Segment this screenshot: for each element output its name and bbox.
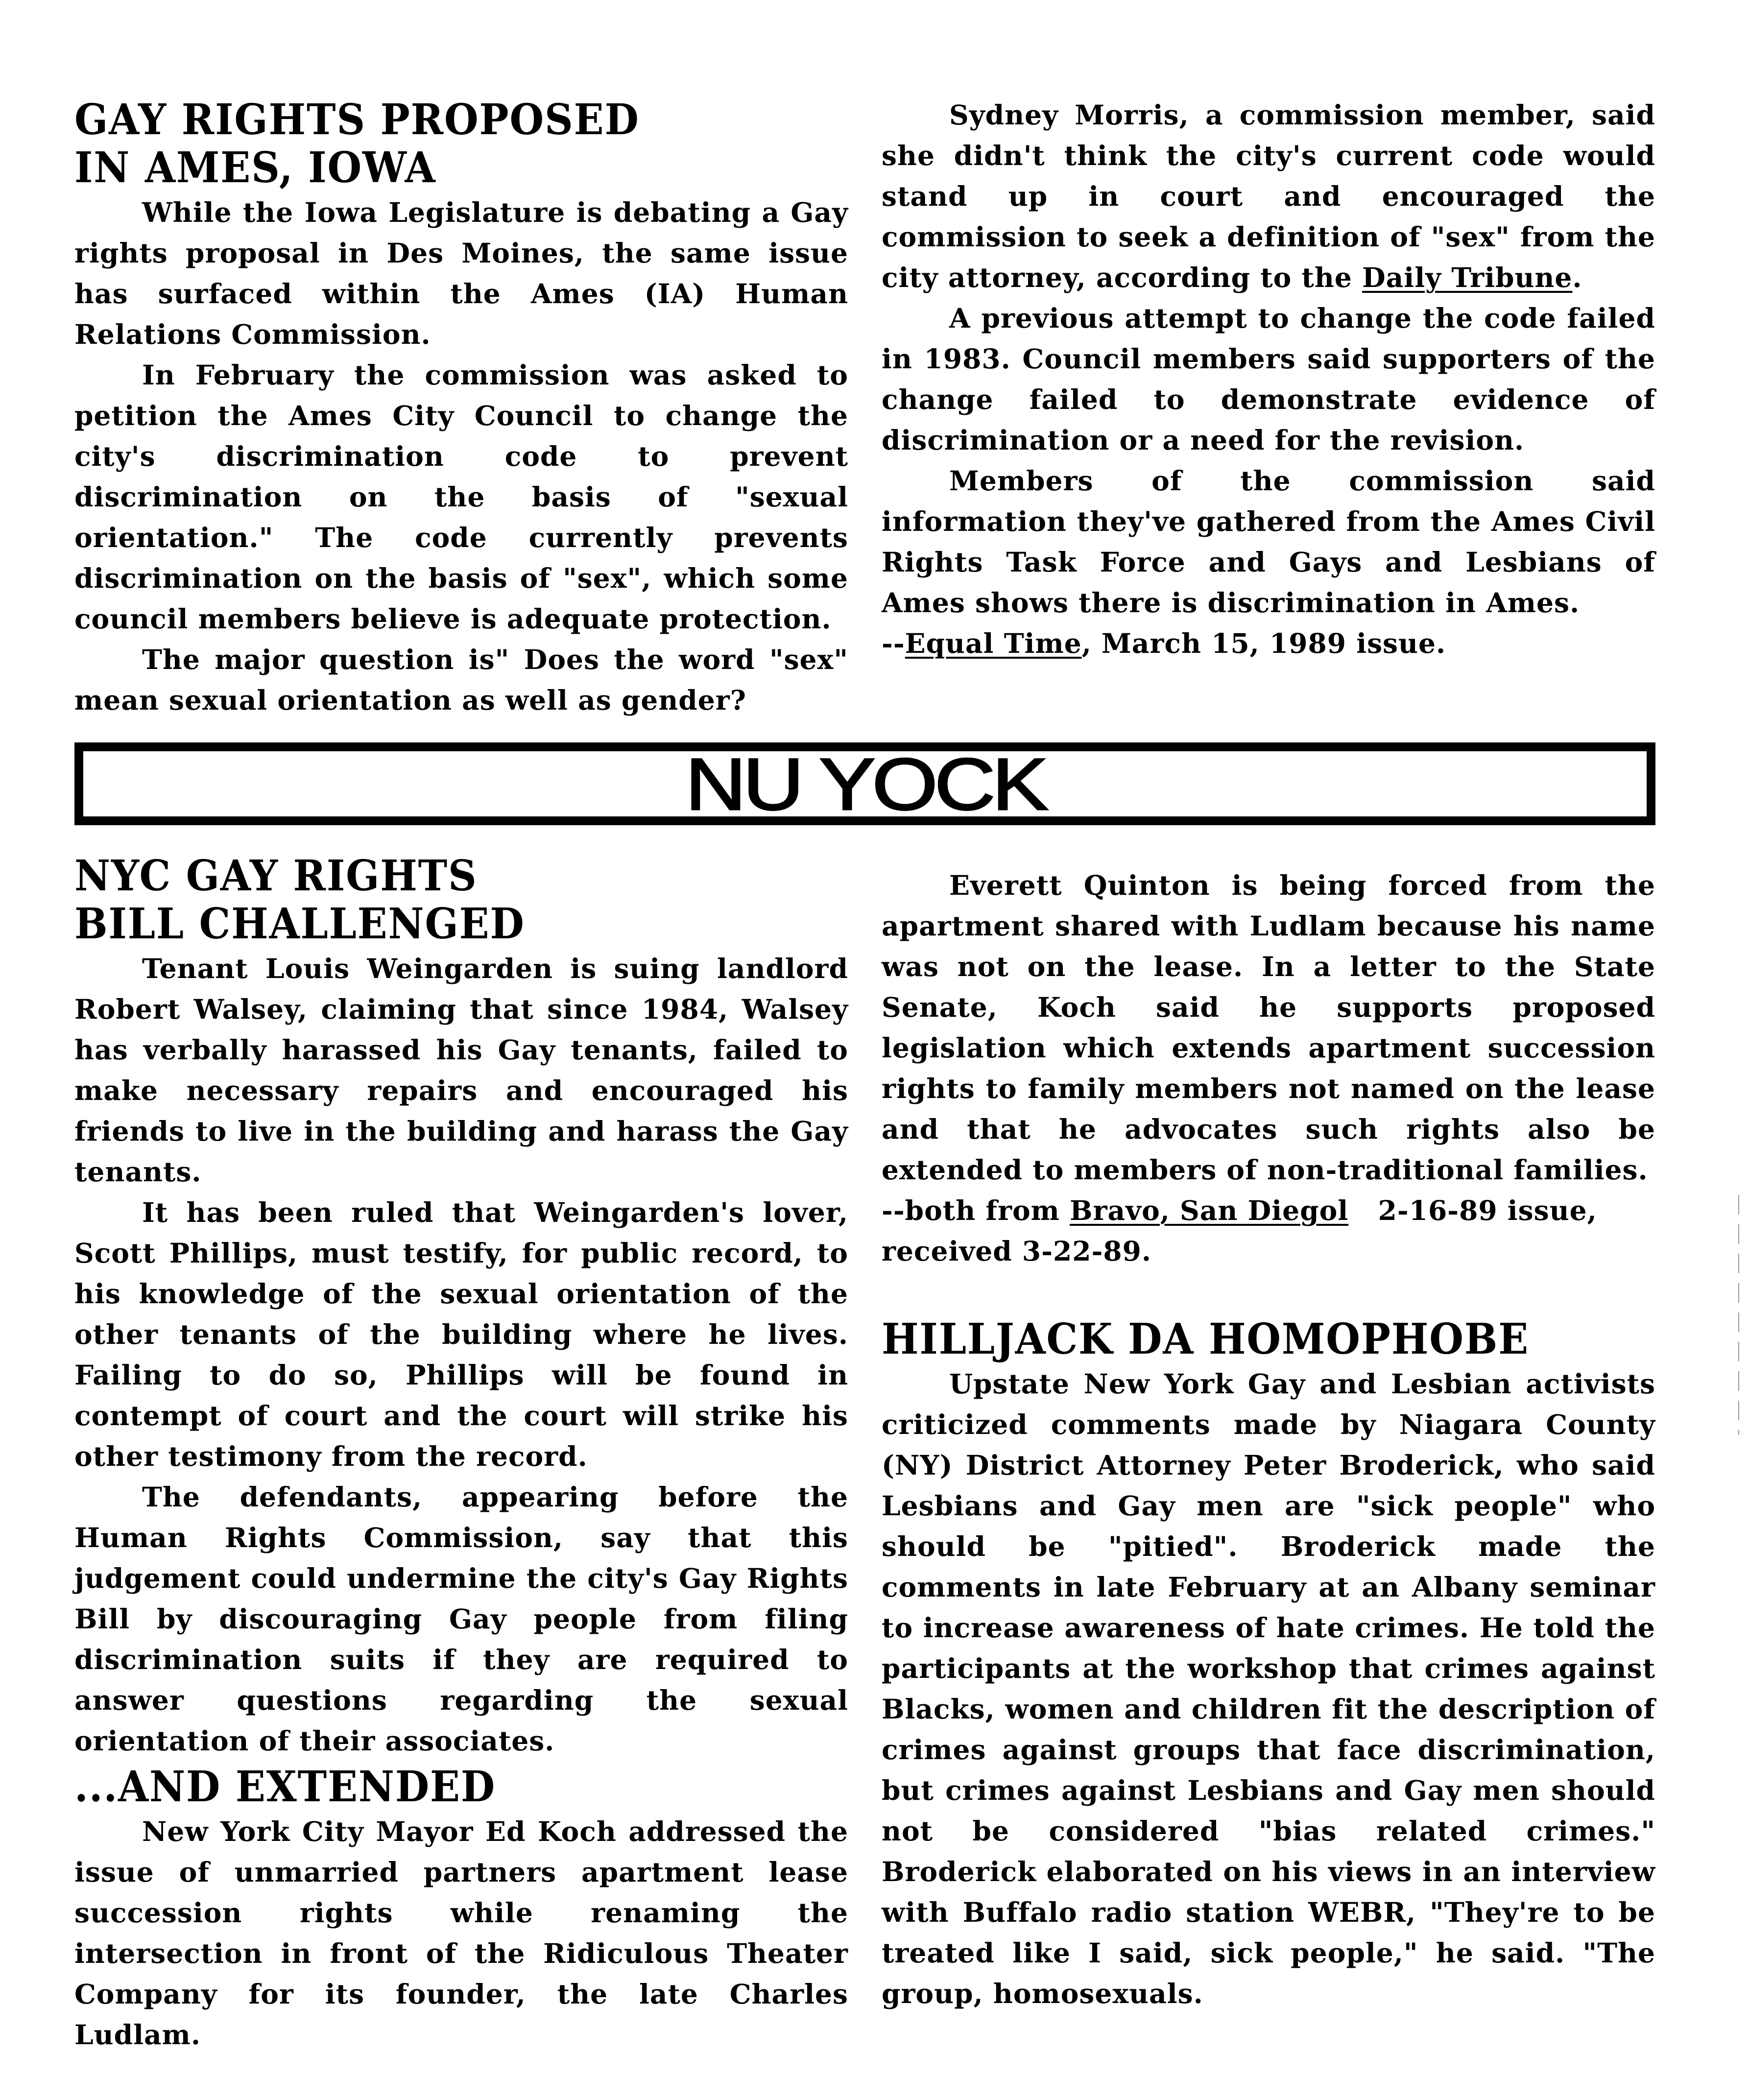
paragraph-ames-2: In February the commission was asked to petition the Ames City Council to change the city's discrimination code to prevent discrimination on the basis of "sexual orientation." The code currently prevents discrimination on the basis of "sex", which some council members believe is adequate protection.	[74, 359, 848, 635]
paragraph-extended-1: New York City Mayor Ed Koch addressed the issue of unmarried partners apartment lease succession rights while renaming the intersection in front of the Ridiculous Theater Company for its founder, the late Charles Ludlam.	[74, 1815, 848, 2051]
paragraph-ames-6: Members of the commission said information they've gathered from the Ames Civil Rights Task Force and Gays and Lesbians of Ames shows there is discrimination in Ames.	[882, 465, 1655, 619]
paragraph-ames-4-end: .	[1572, 262, 1582, 293]
paragraph-nyc-3: The defendants, appearing before the Human Rights Commission, say that this judgement could undermine the city's Gay Rights Bill by discouraging Gay people from filing discrimination suits if they are required to answer questions regarding the sexual orientation of their associates.	[74, 1481, 848, 1757]
spacer	[882, 1271, 1655, 1315]
credit-prefix: --	[882, 627, 905, 659]
paragraph-extended-2: Everett Quinton is being forced from the apartment shared with Ludlam because his name was not on the lease. In a letter to the State Senate, Koch said he supports proposed legislation which extends apartment succession rights to family members not named on the lease and that he advocates such rights also be extended to members of non-traditional families.	[882, 869, 1655, 1186]
article-ames-right-column	[882, 95, 1655, 664]
paragraph-ames-4	[882, 95, 1655, 298]
paragraph-ames-4-text: Sydney Morris, a commission member, said she didn't think the city's current code would stand up in court and encouraged the commission to seek a definition of "sex" from the city attorney, according to the	[882, 99, 1655, 293]
paragraph-nyc-2: It has been ruled that Weingarden's lover, Scott Phillips, must testify, for public record, to his knowledge of the sexual orientation of the other tenants of the building where he lives. Failing to do so, Phillips will be found in contempt of court and the court will strike his other testimony from the record.	[74, 1196, 848, 1472]
source-equal-time: Equal Time	[905, 627, 1082, 659]
headline-nyc-line1: NYC GAY RIGHTS	[74, 851, 478, 901]
paragraph-ames-3: The major question is" Does the word "sex" mean sexual orientation as well as gender?	[74, 644, 848, 716]
credit-prefix: --both from	[882, 1194, 1070, 1226]
headline-nyc-line2: BILL CHALLENGED	[74, 899, 525, 949]
source-bravo-san-diego: Bravo, San Diegol	[1070, 1194, 1349, 1226]
paragraph-ames-1: While the Iowa Legislature is debating a Gay rights proposal in Des Moines, the same issue has surfaced within the Ames (IA) Human Relations Commission.	[74, 196, 848, 350]
credit-suffix: 2-16-89 issue, received 3-22-89.	[882, 1194, 1607, 1267]
paragraph-ames-5: A previous attempt to change the code failed in 1983. Council members said supporters of the change failed to demonstrate evidence of discrimination or a need for the revision.	[882, 302, 1655, 456]
nu-yock-left-column	[74, 852, 848, 2055]
paragraph-nyc-1: Tenant Louis Weingarden is suing landlord Robert Walsey, claiming that since 1984, Walsey has verbally harassed his Gay tenants, failed to make necessary repairs and encouraged his friends to live in the building and harass the Gay tenants.	[74, 953, 848, 1188]
section-banner-nu-yock	[74, 742, 1655, 825]
headline-hilljack: HILLJACK DA HOMOPHOBE	[882, 1314, 1530, 1364]
headline-ames-line2: IN AMES, IOWA	[74, 143, 436, 192]
credit-bravo	[882, 1190, 1655, 1271]
nu-yock-right-column	[882, 865, 1655, 2014]
headline-and-extended: ...AND EXTENDED	[74, 1762, 496, 1812]
section-title: NU YOCK	[685, 742, 1045, 825]
credit-equal-time	[882, 623, 1655, 664]
headline-ames-line1: GAY RIGHTS PROPOSED	[74, 95, 640, 144]
article-ames-left-column	[74, 96, 848, 720]
scan-artifact-line	[1738, 1195, 1739, 1435]
paragraph-hilljack-1: Upstate New York Gay and Lesbian activists criticized comments made by Niagara County (NY) District Attorney Peter Broderick, who said Lesbians and Gay men are "sick people" who should be "pitied". Broderick made the comments in late February at an Albany seminar to increase awareness of hate crimes. He told the participants at the workshop that crimes against Blacks, women and children fit the description of crimes against groups that face discrimination, but crimes against Lesbians and Gay men should not be considered "bias related crimes." Broderick elaborated on his views in an interview with Buffalo radio station WEBR, "They're to be treated like I said, sick people," he said. "The group, homosexuals.	[882, 1368, 1655, 2009]
credit-suffix: , March 15, 1989 issue.	[1081, 627, 1446, 659]
source-daily-tribune: Daily Tribune	[1362, 262, 1573, 293]
